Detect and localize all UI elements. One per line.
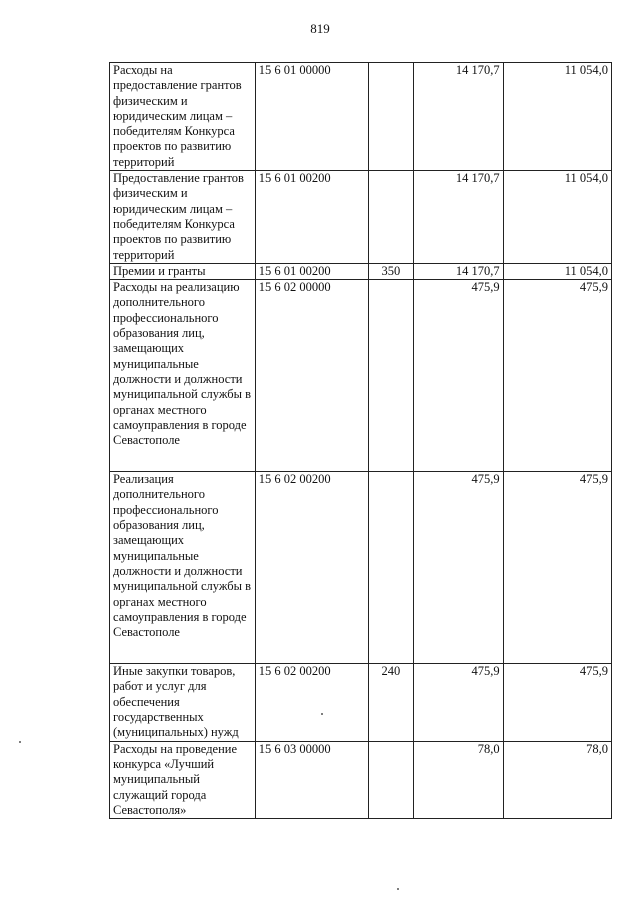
table-row — [110, 63, 612, 171]
row-value-1-cell: 475,9 — [413, 280, 503, 472]
row-value-2-cell: 11 054,0 — [503, 263, 611, 279]
table-row — [110, 280, 612, 472]
row-value-2-cell: 78,0 — [503, 741, 611, 818]
row-value-2-cell: 475,9 — [503, 472, 611, 664]
row-value-2-cell: 11 054,0 — [503, 171, 611, 264]
row-name-cell: Реализация дополнительного профессионального образования лиц, замещающих муниципальные должности и должности муниципальной службы в органах местного самоуправления в городе Севастополе — [110, 472, 256, 664]
row-name-cell: Расходы на проведение конкурса «Лучший муниципальный служащий города Севастополя» — [110, 741, 256, 818]
row-code-cell: 15 6 01 00200 — [255, 263, 368, 279]
table-row — [110, 472, 612, 664]
row-code-cell: 15 6 03 00000 — [255, 741, 368, 818]
row-type-cell: 240 — [369, 664, 414, 741]
row-value-2-cell: 475,9 — [503, 280, 611, 472]
table-row — [110, 741, 612, 818]
row-name-cell: Премии и гранты — [110, 263, 256, 279]
scan-speck — [19, 741, 21, 743]
table-row — [110, 263, 612, 279]
row-value-1-cell: 14 170,7 — [413, 263, 503, 279]
row-value-2-cell: 475,9 — [503, 664, 611, 741]
row-name-cell: Расходы на реализацию дополнительного профессионального образования лиц, замещающих муниципальные должности и должности муниципальной службы в органах местного самоуправления в городе Севастополе — [110, 280, 256, 472]
row-value-1-cell: 475,9 — [413, 472, 503, 664]
row-type-cell — [369, 741, 414, 818]
table-row — [110, 171, 612, 264]
row-value-1-cell: 78,0 — [413, 741, 503, 818]
row-code-cell: 15 6 02 00200 — [255, 472, 368, 664]
row-type-cell: 350 — [369, 263, 414, 279]
row-type-cell — [369, 63, 414, 171]
row-type-cell — [369, 171, 414, 264]
row-code-cell: 15 6 01 00200 — [255, 171, 368, 264]
row-type-cell — [369, 280, 414, 472]
row-name-cell: Предоставление грантов физическим и юридическим лицам – победителям Конкурса проектов по развитию территорий — [110, 171, 256, 264]
row-value-1-cell: 475,9 — [413, 664, 503, 741]
scan-speck — [321, 713, 323, 715]
row-code-cell: 15 6 02 00000 — [255, 280, 368, 472]
row-code-cell: 15 6 01 00000 — [255, 63, 368, 171]
row-value-1-cell: 14 170,7 — [413, 63, 503, 171]
row-type-cell — [369, 472, 414, 664]
row-name-cell: Расходы на предоставление грантов физическим и юридическим лицам – победителям Конкурса проектов по развитию территорий — [110, 63, 256, 171]
page-number: 819 — [310, 21, 330, 36]
table-row — [110, 664, 612, 741]
row-value-1-cell: 14 170,7 — [413, 171, 503, 264]
row-code-cell: 15 6 02 00200 — [255, 664, 368, 741]
scan-speck — [397, 888, 399, 890]
budget-table — [109, 62, 612, 819]
row-name-cell: Иные закупки товаров, работ и услуг для обеспечения государственных (муниципальных) нужд — [110, 664, 256, 741]
row-value-2-cell: 11 054,0 — [503, 63, 611, 171]
